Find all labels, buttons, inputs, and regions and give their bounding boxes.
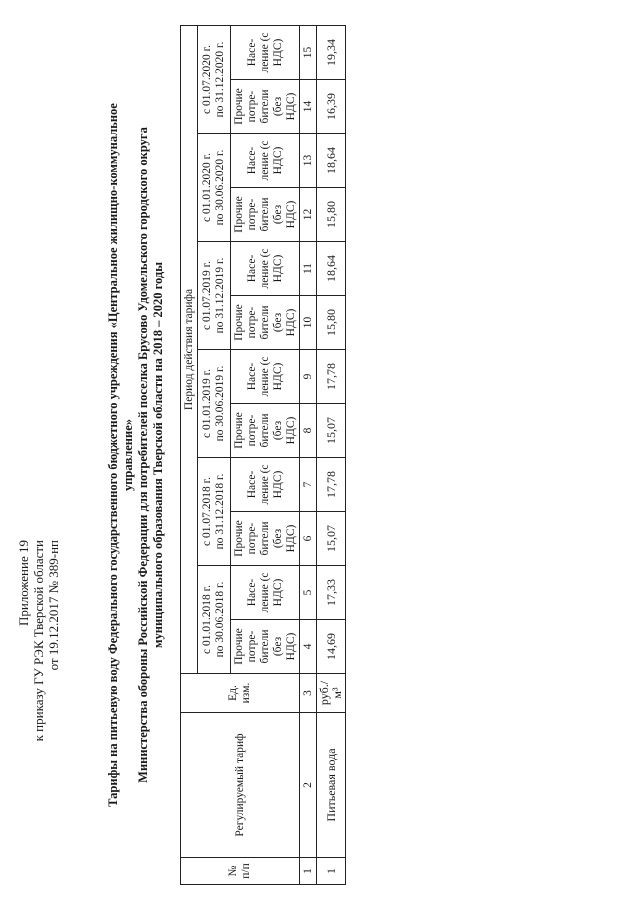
category-other: Прочие потре-бители (без НДС) <box>231 620 300 674</box>
category-population: Насе-ление (с НДС) <box>231 134 300 188</box>
column-index: 10 <box>300 296 317 350</box>
annex-number: Приложение 19 <box>16 540 31 627</box>
tariff-value: 15,07 <box>317 512 346 566</box>
column-index: 14 <box>300 80 317 134</box>
row-unit: руб./м³ <box>317 674 346 713</box>
category-population: Насе-ление (с НДС) <box>231 242 300 296</box>
column-index: 1 <box>300 858 317 885</box>
row-name: Питьевая вода <box>317 713 346 858</box>
header-row-period <box>181 26 198 885</box>
column-index: 4 <box>300 620 317 674</box>
tariff-value: 19,34 <box>317 26 346 80</box>
column-index: 6 <box>300 512 317 566</box>
column-index: 8 <box>300 404 317 458</box>
column-index: 15 <box>300 26 317 80</box>
header-name: Регулируемый тариф <box>181 713 300 858</box>
period-range: с 01.07.2019 г. по 31.12.2019 г. <box>198 242 231 350</box>
column-index: 12 <box>300 188 317 242</box>
annex-order: к приказу ГУ РЭК Тверской области <box>31 540 46 742</box>
column-index: 9 <box>300 350 317 404</box>
header-num: № п/п <box>181 858 300 885</box>
category-other: Прочие потре-бители (без НДС) <box>231 404 300 458</box>
period-range: с 01.07.2018 г. по 31.12.2018 г. <box>198 458 231 566</box>
category-population: Насе-ление (с НДС) <box>231 566 300 620</box>
annex-date: от 19.12.2017 № 389-нп <box>46 540 61 671</box>
category-other: Прочие потре-бители (без НДС) <box>231 512 300 566</box>
title-line-1: Тарифы на питьевую воду Федерального государственного бюджетного учреждения «Центральное жилищно-коммунальное управление» <box>106 103 135 807</box>
tariff-value: 17,33 <box>317 566 346 620</box>
category-other: Прочие потре-бители (без НДС) <box>231 188 300 242</box>
column-index: 13 <box>300 134 317 188</box>
title-line-2: Министерства обороны Российской Федерации для потребителей поселка Брусово Удомельского городского округа <box>136 127 150 783</box>
category-population: Насе-ление (с НДС) <box>231 458 300 512</box>
period-range: с 01.01.2020 г. по 30.06.2020 г. <box>198 134 231 242</box>
category-population: Насе-ление (с НДС) <box>231 26 300 80</box>
annex-block <box>16 540 61 840</box>
tariff-value: 17,78 <box>317 350 346 404</box>
tariff-value: 18,64 <box>317 242 346 296</box>
column-index: 2 <box>300 713 317 858</box>
column-index: 7 <box>300 458 317 512</box>
header-unit: Ед. изм. <box>181 674 300 713</box>
category-other: Прочие потре-бители (без НДС) <box>231 80 300 134</box>
column-index: 3 <box>300 674 317 713</box>
header-period: Период действия тарифа <box>181 26 198 674</box>
title-line-3: муниципального образования Тверской области на 2018 – 2020 годы <box>151 262 165 648</box>
row-num: 1 <box>317 858 346 885</box>
column-index-row <box>300 26 317 885</box>
tariff-value: 14,69 <box>317 620 346 674</box>
period-range: с 01.01.2018 г. по 30.06.2018 г. <box>198 566 231 674</box>
table-row <box>317 26 346 885</box>
category-population: Насе-ление (с НДС) <box>231 350 300 404</box>
period-range: с 01.01.2019 г. по 30.06.2019 г. <box>198 350 231 458</box>
tariff-value: 16,39 <box>317 80 346 134</box>
column-index: 11 <box>300 242 317 296</box>
period-range: с 01.07.2020 г. по 31.12.2020 г. <box>198 26 231 134</box>
tariff-value: 18,64 <box>317 134 346 188</box>
tariff-table <box>180 25 346 885</box>
category-other: Прочие потре-бители (без НДС) <box>231 296 300 350</box>
document-title <box>106 95 166 815</box>
tariff-value: 17,78 <box>317 458 346 512</box>
tariff-value: 15,80 <box>317 296 346 350</box>
column-index: 5 <box>300 566 317 620</box>
tariff-value: 15,07 <box>317 404 346 458</box>
tariff-value: 15,80 <box>317 188 346 242</box>
